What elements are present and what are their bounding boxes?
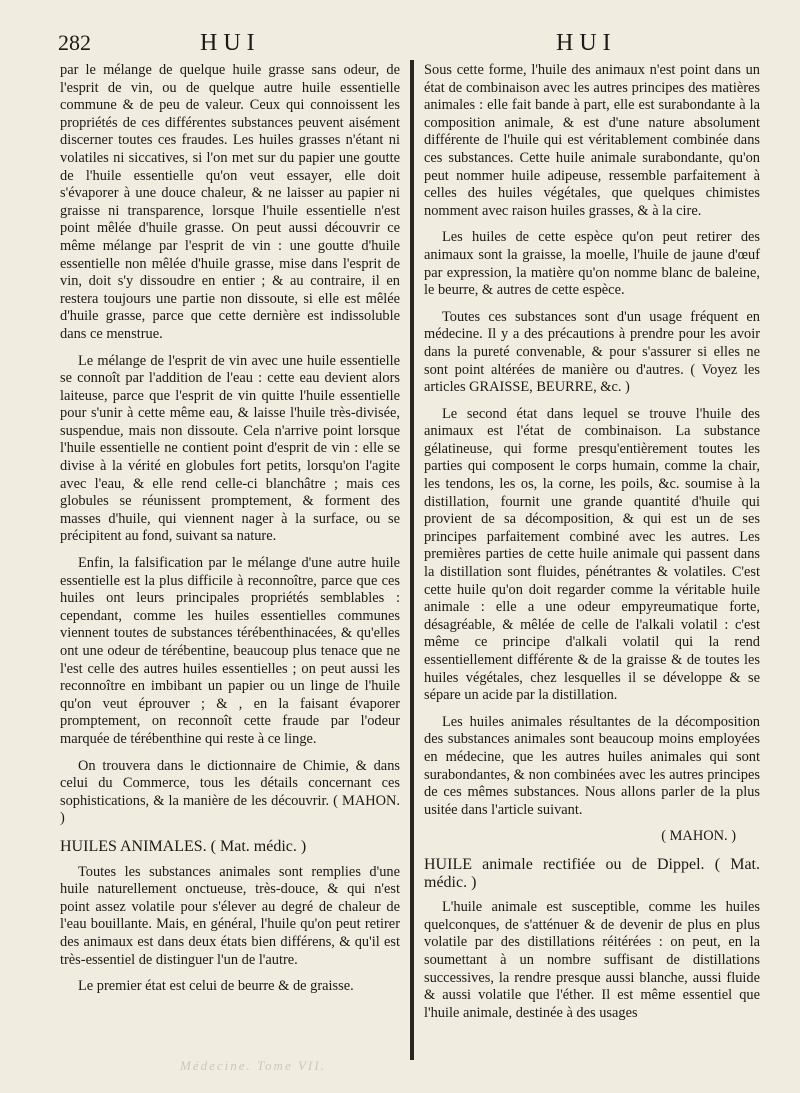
paragraph: Toutes ces substances sont d'un usage fréquent en médecine. Il y a des précautions à prendre pour les avoir dans la pureté convenable, & pour s'assurer si elles ne sont point altérées de manière ou d'autres. ( Voyez les articles GRAISSE, BEURRE, &c. ) (424, 308, 760, 396)
paragraph: Le second état dans lequel se trouve l'huile des animaux est l'état de combinaison. La substance gélatineuse, qui forme presqu'entièrement toutes les parties qui composent le corps humain, comme la chair, les tendons, les os, la corne, les poils, &c. soumise à la distillation, fournit une grande quantité d'huile qui provient de sa décomposition, & qui est un de ses principes parfaitement combiné avec les autres. Les premières parties de cette huile animale qui passent dans la distillation sont fluides, pénétrantes & volatiles. C'est cette huile qu'on doit regarder comme la véritable huile animale : elle a une odeur empyreumatique forte, désagréable, & mêlée de celle de l'alkali volatil : c'est même ce principe d'alkali volatil qui la rend essentiellement différente & de la graisse & de toutes les huiles végétales, chez lesquelles il se développe & se sépare un acide par la distillation. (424, 405, 760, 704)
paragraph: Les huiles animales résultantes de la décomposition des substances animales sont beaucoup moins employées en médecine, que les autres huiles animales qui sont surabondantes, & non combinées avec les autres principes de ces mêmes substances. Nous allons parler de la plus usitée dans l'article suivant. (424, 713, 760, 818)
paragraph: Le premier état est celui de beurre & de graisse. (78, 978, 354, 995)
running-head-right: HUI (556, 30, 617, 56)
bleed-through-text: Médecine. Tome VII. (180, 1058, 326, 1073)
author-signature: ( MAHON. ) (661, 828, 736, 845)
paragraph: Toutes les substances animales sont remplies d'une huile naturellement onctueuse, très-douce, & qui n'est point assez volatile pour s'élever au degré de chaleur de l'eau bouillante. Mais, en général, l'huile qu'on peut retirer des animaux est dans deux états bien différens, & qu'il est très-essentiel de distinguer l'un de l'autre. (60, 863, 400, 968)
entry-title: HUILES ANIMALES. ( Mat. médic. ) (60, 837, 307, 855)
left-column (60, 62, 400, 1005)
paragraph: On trouvera dans le dictionnaire de Chimie, & dans celui du Commerce, tous les détails concernant ces sophistications, & la manière de les découvrir. ( MAHON. ) (60, 757, 400, 827)
column-divider (410, 60, 414, 1060)
paragraph: Enfin, la falsification par le mélange d'une autre huile essentielle est la plus difficile à reconnoître, parce que ces huiles ont leurs principales propriétés semblables : cependant, comme les huiles essentielles communes viennent toutes de substances térébenthinacées, & qu'elles ont une odeur de térébentine, beaucoup plus tenace que ne l'est celle des autres huiles essentielles ; on peut aussi les reconnoître en imbibant un papier ou un linge de l'huile qu'on veut éprouver ; & , en la faisant évaporer promptement, on reconnoît cette fraude par l'odeur marquée de térébenthine qui reste à ce linge. (60, 555, 400, 747)
paragraph: Sous cette forme, l'huile des animaux n'est point dans un état de combinaison avec les autres principes des matières animales : elle fait bande à part, elle est surabondante à la composition animale, & est d'une nature absolument différente de l'huile qui est véritablement combinée dans ces substances. Cette huile animale surabondante, qu'on peut nommer huile adipeuse, ressemble parfaitement à celles des huiles végétales, que quelques chimistes nomment avec raison huiles grasses, & à la cire. (424, 62, 760, 219)
running-head-left: HUI (200, 30, 261, 56)
right-column (424, 62, 760, 1031)
paragraph: par le mélange de quelque huile grasse sans odeur, de l'esprit de vin, ou de quelque autre huile essentielle commune & de peu de valeur. Ceux qui connoissent les propriétés de ces différentes substances peuvent aisément discerner toutes ces fraudes. Les huiles grasses n'étant ni volatiles ni siccatives, si l'on met sur du papier une goutte de l'huile essentielle qu'on veut essayer, elle doit s'évaporer à une douce chaleur, & ne laisser au papier ni graisse ni transparence, lorsque l'huile essentielle n'est point mêlée d'huile grasse. On peut aussi découvrir ce même mélange par l'esprit de vin : une goutte d'huile essentielle non mêlée d'huile grasse, mise dans l'esprit de vin, doit s'y dissoudre en entier ; & au contraire, il en restera toujours une partie non dissoute, si elle est mêlée d'huile grasse, parce que cette dernière est indissoluble dans ce menstrue. (60, 62, 400, 342)
entry-title: HUILE animale rectifiée ou de Dippel. ( Mat. médic. ) (424, 855, 760, 891)
paragraph: Le mélange de l'esprit de vin avec une huile essentielle se connoît par l'addition de l'eau : cette eau devient alors laiteuse, parce que l'esprit de vin quitte l'huile essentielle pour s'unir à cette même eau, & laisse l'huile très-divisée, suspendue, mais non dissoute. Cela n'arrive point lorsque l'huile essentielle ne contient point d'esprit de vin : elle se divise à la vérité en globules fort petits, lorsqu'on l'agite avec l'eau, & elle rend celle-ci blanchâtre ; mais ces globules se réunissent promptement, & forment des masses d'huile, qui viennent nager à la surface, ou se précipitent au fond, suivant sa nature. (60, 352, 400, 545)
page-number: 282 (58, 30, 91, 55)
paragraph: Les huiles de cette espèce qu'on peut retirer des animaux sont la graisse, la moelle, l'huile de jaune d'œuf par expression, la matière qu'on nomme blanc de baleine, le beurre, & autres de cette espèce. (424, 229, 760, 299)
paragraph: L'huile animale est susceptible, comme les huiles quelconques, de s'atténuer & de devenir de plus en plus volatile par des distillations réitérées : on peut, en la soumettant à un nombre suffisant de distillations successives, la rendre presque aussi blanche, aussi fluide & aussi volatile que l'éther. Il est même essentiel que l'huile animale, destinée à des usages (424, 899, 760, 1021)
